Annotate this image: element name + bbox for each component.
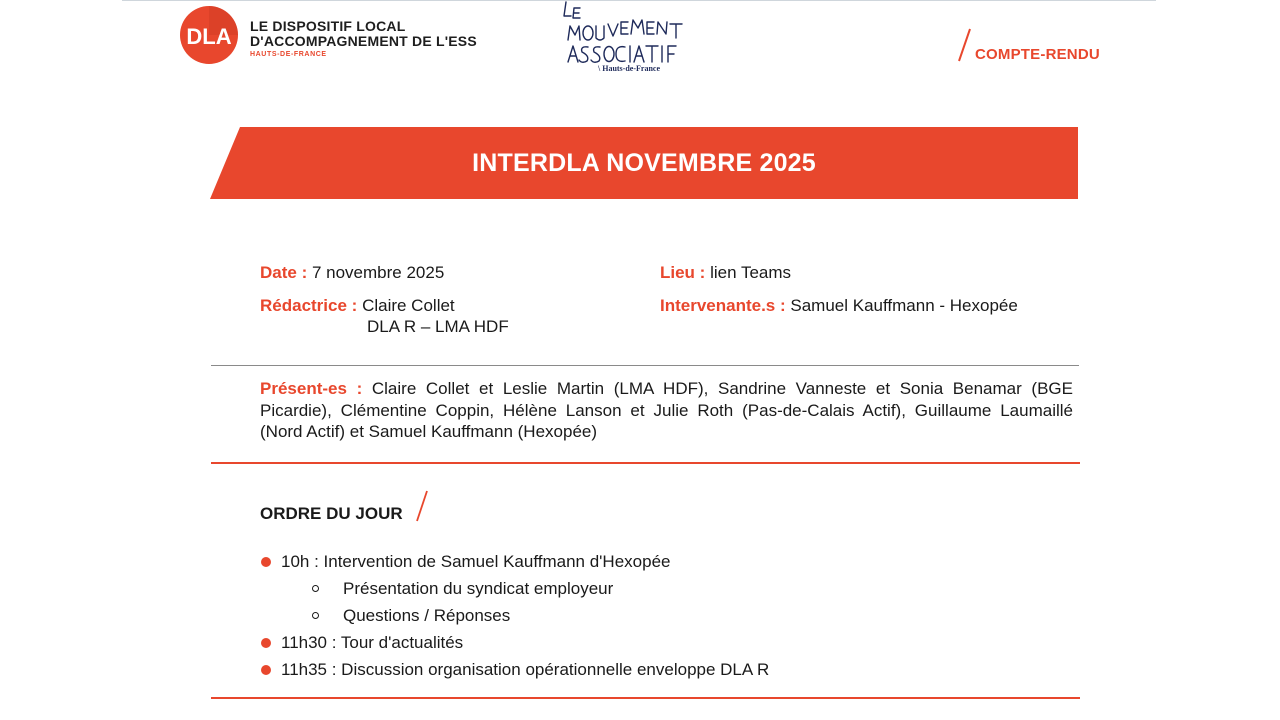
- doc-type-label: COMPTE-RENDU: [975, 46, 1100, 63]
- accent-slash-icon: [415, 490, 429, 522]
- bullet-dot-icon: [261, 665, 271, 675]
- agenda-item: 10h : Intervention de Samuel Kauffmann d'Hexopée: [281, 552, 671, 571]
- intervenants-label: Intervenante.s :: [660, 296, 786, 315]
- bullet-dot-icon: [261, 557, 271, 567]
- redactrice-name: Claire Collet: [362, 296, 455, 315]
- presents-block: [260, 378, 1073, 443]
- divider-grey: [211, 365, 1079, 366]
- divider-red-1: [211, 462, 1080, 464]
- lieu-value: lien Teams: [710, 263, 792, 282]
- divider-red-2: [211, 697, 1080, 699]
- redactrice-field: [260, 295, 455, 316]
- bullet-circle-icon: [312, 585, 319, 592]
- intervenants-value: Samuel Kauffmann - Hexopée: [790, 296, 1018, 315]
- date-label: Date :: [260, 263, 308, 282]
- lieu-label: Lieu :: [660, 263, 706, 282]
- agenda-title: ORDRE DU JOUR: [260, 504, 403, 523]
- dla-logo: [180, 6, 238, 64]
- presents-label: Présent-es :: [260, 379, 363, 398]
- agenda-item: 11h35 : Discussion organisation opérationnelle enveloppe DLA R: [281, 660, 770, 679]
- bullet-circle-icon: [312, 612, 319, 619]
- accent-slash-icon: [957, 28, 971, 62]
- dla-logo-text: DLA: [186, 24, 232, 49]
- ma-region: \ Hauts-de-France: [598, 64, 660, 73]
- dla-title: [250, 19, 477, 58]
- redactrice-label: Rédactrice :: [260, 296, 358, 315]
- date-value: 7 novembre 2025: [311, 263, 445, 282]
- agenda-subitem: Présentation du syndicat employeur: [343, 579, 614, 598]
- agenda-item: 11h30 : Tour d'actualités: [281, 633, 464, 652]
- redactrice-org: DLA R – LMA HDF: [367, 317, 509, 336]
- dla-line1: LE DISPOSITIF LOCAL: [250, 18, 406, 34]
- page-title: INTERDLA NOVEMBRE 2025: [472, 148, 816, 177]
- date-field: [260, 262, 444, 283]
- dla-region: HAUTS-DE-FRANCE: [250, 51, 327, 58]
- presents-text: Claire Collet et Leslie Martin (LMA HDF), Sandrine Vanneste et Sonia Benamar (BGE Picardie), Clémentine Coppin, Hélène Lanson et Julie Roth (Pas-de-Calais Actif), Guillaume Laumaillé (Nord Actif) et Samuel Kauffmann (Hexopée): [260, 379, 1073, 441]
- intervenants-field: [660, 295, 1018, 316]
- lieu-field: [660, 262, 791, 283]
- bullet-dot-icon: [261, 638, 271, 648]
- agenda-subitem: Questions / Réponses: [343, 606, 511, 625]
- dla-line2: D'ACCOMPAGNEMENT DE L'ESS: [250, 33, 477, 49]
